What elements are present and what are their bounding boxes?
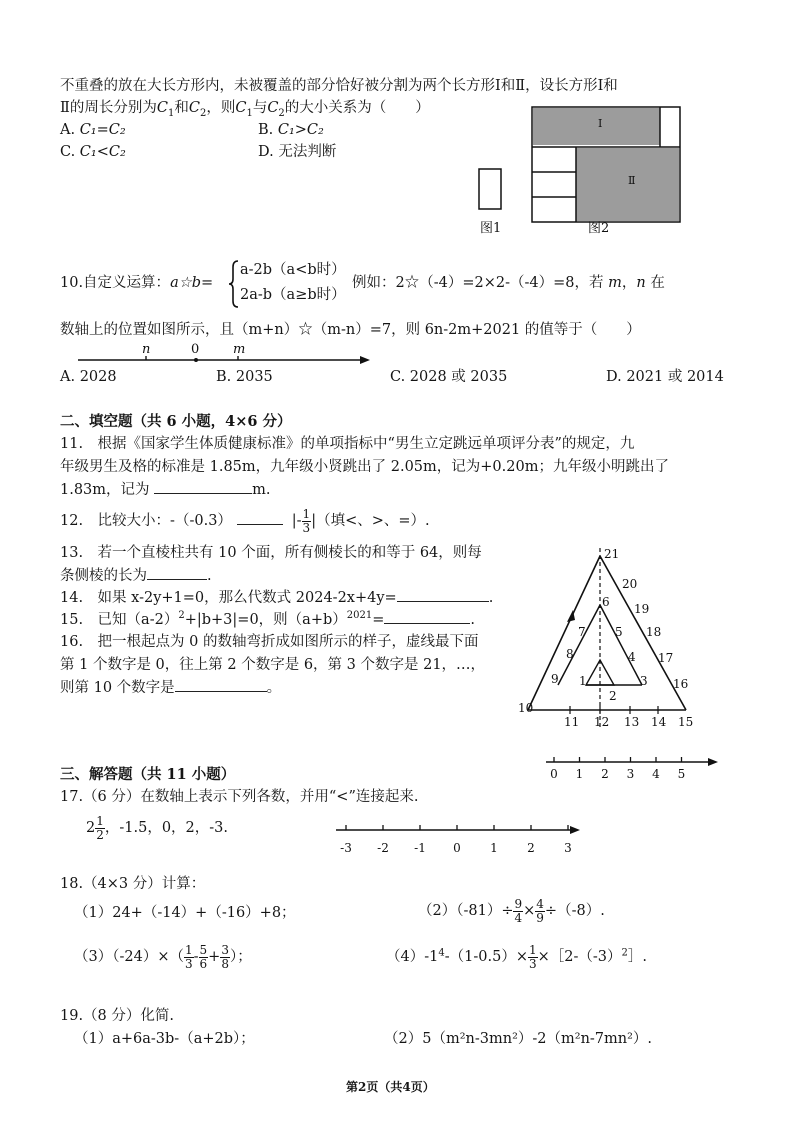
q10-option-b: B. 2035 xyxy=(216,369,273,385)
q9-figure xyxy=(470,102,710,237)
tri-12: 12 xyxy=(594,715,610,729)
q10-option-a: A. 2028 xyxy=(60,369,117,385)
tri-2: 2 xyxy=(609,689,617,703)
page-footer: 第2页（共4页） xyxy=(346,1080,435,1094)
tri-7: 7 xyxy=(578,625,586,639)
q18-part2: （2）（-81）÷ $\frac{9}{4}$ × $\frac{4}{9}$ ÷（-8）. xyxy=(418,897,605,925)
q10-prefix: 10.自定义运算：a☆b= xyxy=(60,275,214,291)
q10-option-d: D. 2021 或 2014 xyxy=(606,369,724,385)
axis17-tick-label-0: -3 xyxy=(340,841,352,855)
q19-part1: （1）a+6a-3b-（a+2b）； xyxy=(74,1031,255,1047)
q10-brace xyxy=(228,259,240,309)
tri-10: 10 xyxy=(518,701,534,715)
fig1-caption: 图1 xyxy=(480,221,502,236)
q10-axis-m: m xyxy=(233,342,246,357)
q18-part4: $(4)-1^4-(1-0.5)\times$ $\frac{1}{3}$ $\times[2-(-3)^2]$. xyxy=(386,943,647,971)
q10-option-c: C. 2028 或 2035 xyxy=(390,369,508,385)
q15-answer-blank xyxy=(384,622,470,624)
tri-14: 14 xyxy=(651,715,667,729)
tri-8: 8 xyxy=(566,647,574,661)
q17-numbers: 2 $\frac{1}{2}$ ，-1.5，0，2，-3. xyxy=(86,814,229,842)
q17-number-line xyxy=(336,818,586,858)
tri-11: 11 xyxy=(564,715,580,729)
tri-5: 5 xyxy=(615,625,623,639)
section-3-title: 三、解答题（共 11 小题） xyxy=(60,766,236,783)
q10-number-line xyxy=(78,340,378,368)
q10-line2: 数轴上的位置如图所示，且（m+n）☆（m-n）=7，则 6n-2m+2021 的值等于（ ） xyxy=(60,322,641,338)
axis17-tick-label-1: -2 xyxy=(377,841,389,855)
q15-text: 15. 已知$(a-2)^2+|b+3|=0$，则$(a+b)^{2021}=$ . xyxy=(60,610,475,628)
q12-text: 12. 比较大小：-（-0.3） |- $\frac{1}{3}$ |（填<、>、=）. xyxy=(60,507,430,535)
q10-example: 例如：2☆（-4）=2×2-（-4）=8，若 m，n 在 xyxy=(352,275,665,291)
q11-line3: 1.83m，记为 m. xyxy=(60,482,271,498)
q16-number-line xyxy=(546,752,726,782)
axis17-tick-label-6: 3 xyxy=(564,841,572,855)
axis16-tick-label-3: 3 xyxy=(626,767,635,781)
q10-case1: a-2b（a<b时） xyxy=(240,262,346,278)
axis17-tick-label-5: 2 xyxy=(527,841,535,855)
tri-13: 13 xyxy=(624,715,640,729)
tri-15: 15 xyxy=(678,715,694,729)
q10-axis-zero: 0 xyxy=(191,342,200,357)
section-2-title: 二、填空题（共 6 小题，4×6 分） xyxy=(60,413,292,430)
q11-line1: 11. 根据《国家学生体质健康标准》的单项指标中“男生立定跳远单项评分表”的规定，九 xyxy=(60,436,635,452)
q18-part3: （3）（-24）×（ $\frac{1}{3}$ - $\frac{5}{6}$ + $\frac{3}{8}$ ）； xyxy=(74,943,252,971)
axis16-tick-label-4: 4 xyxy=(652,767,660,781)
tri-20: 20 xyxy=(622,577,638,591)
fig2-label-2: Ⅱ xyxy=(628,174,636,187)
q12-answer-blank xyxy=(237,523,283,525)
fig2-label-1: I xyxy=(598,117,603,130)
q16-line2: 第 1 个数字是 0，往上第 2 个数字是 6，第 3 个数字是 21，…， xyxy=(60,657,486,673)
q9-line2: Ⅱ的周长分别为$C_1$和$C_2$，则$C_1$与$C_2$的大小关系为（ ） xyxy=(60,100,430,119)
fig2-region-1 xyxy=(533,108,660,145)
axis17-tick-label-2: -1 xyxy=(414,841,426,855)
q9-option-d: D. 无法判断 xyxy=(258,144,337,160)
q10-case2: 2a-b（a≥b时） xyxy=(240,287,346,303)
q11-line2: 年级男生及格的标准是 1.85m，九年级小贤跳出了 2.05m，记为+0.20m；九年级小明跳出了 xyxy=(60,459,669,475)
axis17-tick-label-4: 1 xyxy=(490,841,498,855)
q9-line1: 不重叠的放在大长方形内，未被覆盖的部分恰好被分割为两个长方形Ⅰ和Ⅱ，设长方形Ⅰ和 xyxy=(60,78,618,94)
axis16-tick-label-2: 2 xyxy=(601,767,609,781)
axis17-tick-label-3: 0 xyxy=(453,841,461,855)
tri-19: 19 xyxy=(634,602,650,616)
tri-21: 21 xyxy=(604,547,620,561)
q10-axis-n: n xyxy=(142,342,151,357)
tri-9: 9 xyxy=(551,672,559,686)
fig2-caption: 图2 xyxy=(588,221,610,236)
fig1-rectangle xyxy=(479,169,501,209)
q19-part2: （2）5（m²n-3mn²）-2（m²n-7mn²）. xyxy=(384,1031,653,1047)
tri-18: 18 xyxy=(646,625,662,639)
q13-answer-blank xyxy=(147,578,207,580)
q9-option-a: A. C₁=C₂ xyxy=(60,122,126,138)
q9-option-c: C. C₁<C₂ xyxy=(60,144,126,160)
tri-3: 3 xyxy=(640,674,648,688)
axis16-tick-label-0: 0 xyxy=(550,767,558,781)
q14-text: 14. 如果 x-2y+1=0，那么代数式 2024-2x+4y= . xyxy=(60,590,494,606)
q16-line3: 则第 10 个数字是 。 xyxy=(60,680,282,696)
tri-17: 17 xyxy=(658,651,674,665)
q18-part1: （1）24+（-14）+（-16）+8； xyxy=(74,905,296,921)
q19-title: 19.（8 分）化简. xyxy=(60,1008,175,1024)
q11-answer-blank xyxy=(154,492,252,494)
q17-title: 17.（6 分）在数轴上表示下列各数，并用“<”连接起来. xyxy=(60,789,419,805)
q16-triangle-figure xyxy=(518,540,718,740)
tri-16: 16 xyxy=(673,677,689,691)
q14-answer-blank xyxy=(397,600,489,602)
q16-answer-blank xyxy=(175,690,267,692)
tri-1: 1 xyxy=(579,674,587,688)
axis16-tick-label-5: 5 xyxy=(677,767,686,781)
q13-line2: 条侧棱的长为 . xyxy=(60,568,212,584)
q18-title: 18.（4×3 分）计算： xyxy=(60,876,206,892)
axis16-tick-label-1: 1 xyxy=(575,767,584,781)
tri-6: 6 xyxy=(602,595,610,609)
q9-option-b: B. C₁>C₂ xyxy=(258,122,324,138)
q16-line1: 16. 把一根起点为 0 的数轴弯折成如图所示的样子，虚线最下面 xyxy=(60,634,479,650)
tri-4: 4 xyxy=(628,650,636,664)
q13-line1: 13. 若一个直棱柱共有 10 个面，所有侧棱长的和等于 64，则每 xyxy=(60,545,482,561)
